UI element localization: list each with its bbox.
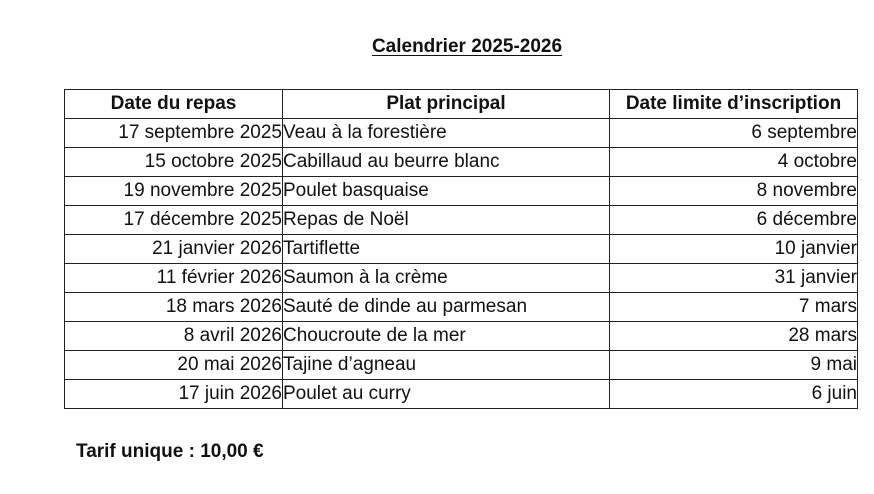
meal-date-cell: 21 janvier 2026 — [65, 235, 283, 264]
calendar-table — [64, 89, 858, 409]
meal-date-cell: 19 novembre 2025 — [65, 177, 283, 206]
main-dish-cell: Saumon à la crème — [283, 264, 610, 293]
main-dish-cell: Sauté de dinde au parmesan — [283, 293, 610, 322]
deadline-cell: 10 janvier — [610, 235, 858, 264]
meal-date-cell: 17 décembre 2025 — [65, 206, 283, 235]
deadline-cell: 4 octobre — [610, 148, 858, 177]
deadline-cell: 31 janvier — [610, 264, 858, 293]
deadline-cell: 28 mars — [610, 322, 858, 351]
meal-date-cell: 8 avril 2026 — [65, 322, 283, 351]
main-dish-cell: Tartiflette — [283, 235, 610, 264]
meal-date-cell: 11 février 2026 — [65, 264, 283, 293]
table-row — [65, 177, 858, 206]
table-row — [65, 206, 858, 235]
deadline-cell: 9 mai — [610, 351, 858, 380]
meal-date-cell: 17 juin 2026 — [65, 380, 283, 409]
deadline-cell: 6 juin — [610, 380, 858, 409]
table-row — [65, 148, 858, 177]
main-dish-cell: Choucroute de la mer — [283, 322, 610, 351]
deadline-cell: 7 mars — [610, 293, 858, 322]
meal-date-cell: 17 septembre 2025 — [65, 119, 283, 148]
meal-date-cell: 20 mai 2026 — [65, 351, 283, 380]
header-date-limite: Date limite d’inscription — [610, 90, 858, 119]
table-row — [65, 235, 858, 264]
main-dish-cell: Repas de Noël — [283, 206, 610, 235]
header-plat-principal: Plat principal — [283, 90, 610, 119]
table-row — [65, 119, 858, 148]
meal-date-cell: 18 mars 2026 — [65, 293, 283, 322]
main-dish-cell: Tajine d’agneau — [283, 351, 610, 380]
main-dish-cell: Poulet au curry — [283, 380, 610, 409]
main-dish-cell: Cabillaud au beurre blanc — [283, 148, 610, 177]
main-dish-cell: Veau à la forestière — [283, 119, 610, 148]
deadline-cell: 8 novembre — [610, 177, 858, 206]
header-date-du-repas: Date du repas — [65, 90, 283, 119]
deadline-cell: 6 décembre — [610, 206, 858, 235]
table-header-row — [65, 90, 858, 119]
deadline-cell: 6 septembre — [610, 119, 858, 148]
table-row — [65, 293, 858, 322]
main-dish-cell: Poulet basquaise — [283, 177, 610, 206]
meal-date-cell: 15 octobre 2025 — [65, 148, 283, 177]
table-row — [65, 351, 858, 380]
table-row — [65, 322, 858, 351]
tarif-unique-text: Tarif unique : 10,00 € — [76, 441, 264, 462]
table-row — [65, 264, 858, 293]
table-row — [65, 380, 858, 409]
page-title: Calendrier 2025-2026 — [371, 36, 563, 57]
